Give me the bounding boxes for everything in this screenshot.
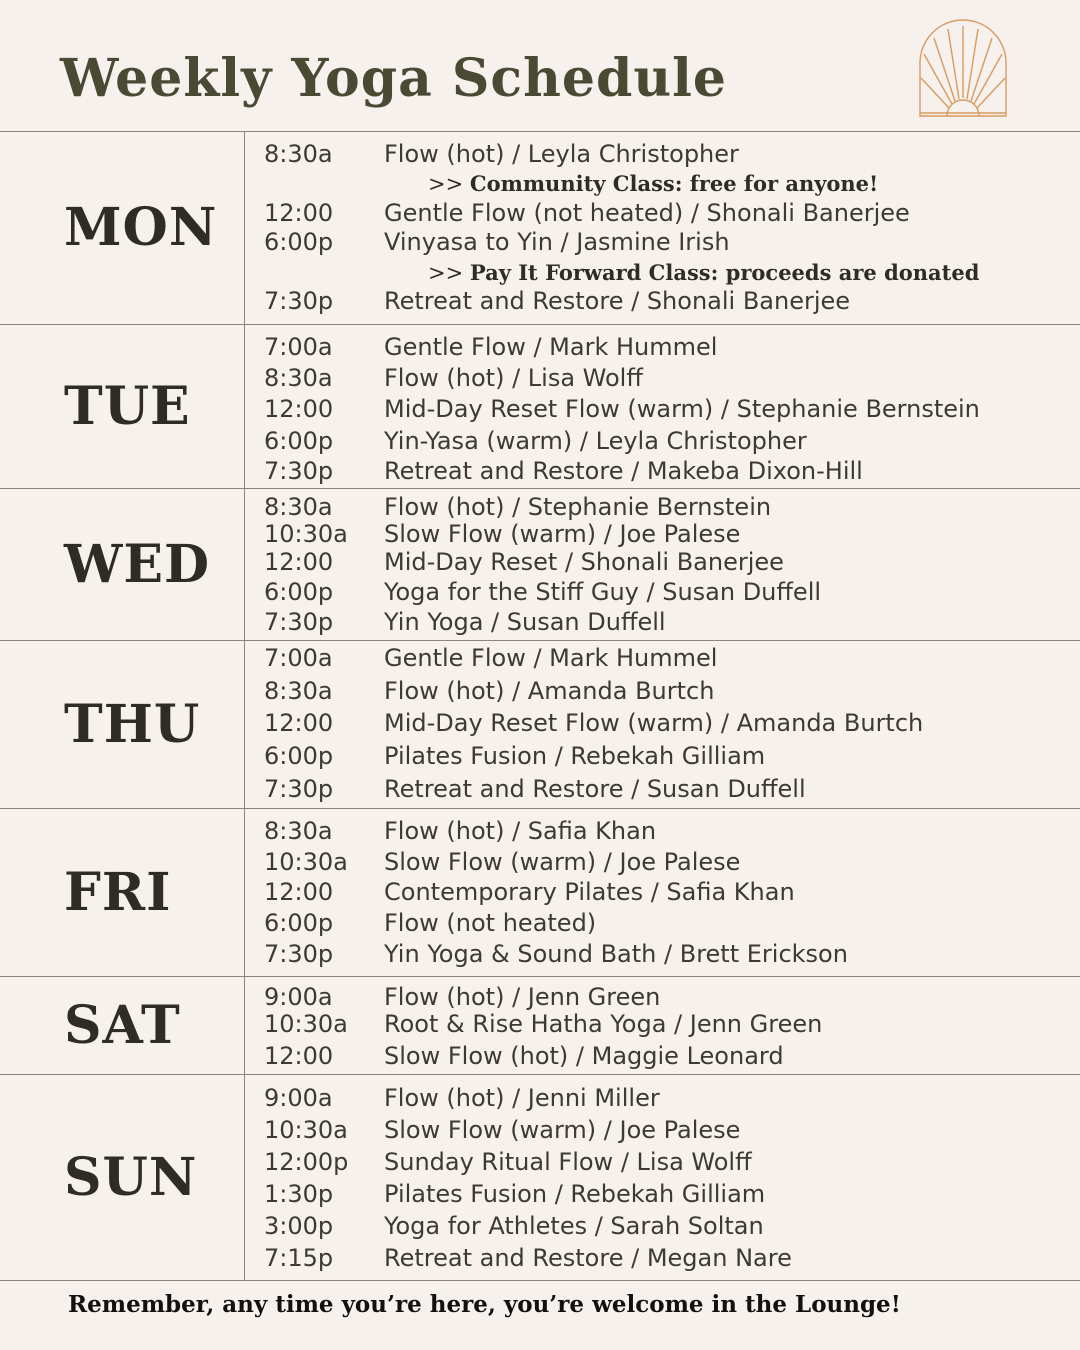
class-name: Yin Yoga & Sound Bath / Brett Erickson: [384, 940, 848, 968]
class-row: [0, 519, 1080, 549]
class-row: [0, 741, 1080, 771]
class-name: Slow Flow (warm) / Joe Palese: [384, 1116, 741, 1144]
class-name: Flow (hot) / Safia Khan: [384, 817, 657, 845]
class-row: [0, 908, 1080, 938]
class-time: 8:30a: [264, 677, 333, 705]
class-row: [0, 577, 1080, 607]
class-row: [0, 456, 1080, 486]
divider: [0, 1280, 1080, 1281]
class-name: Root & Rise Hatha Yoga / Jenn Green: [384, 1010, 823, 1038]
class-name: Flow (hot) / Jenni Miller: [384, 1084, 660, 1112]
class-time: 12:00: [264, 1042, 334, 1070]
class-row: [0, 1083, 1080, 1113]
class-time: 12:00: [264, 709, 334, 737]
class-row: [0, 1009, 1080, 1039]
class-row: [0, 1147, 1080, 1177]
class-time: 9:00a: [264, 1084, 333, 1112]
class-time: 12:00: [264, 878, 334, 906]
class-time: 8:30a: [264, 364, 333, 392]
class-name: Retreat and Restore / Makeba Dixon-Hill: [384, 457, 863, 485]
class-time: 10:30a: [264, 1116, 348, 1144]
class-row: [0, 332, 1080, 362]
class-name: Yin-Yasa (warm) / Leyla Christopher: [384, 427, 807, 455]
class-time: 10:30a: [264, 1010, 348, 1038]
class-time: 8:30a: [264, 493, 333, 521]
class-time: 1:30p: [264, 1180, 334, 1208]
class-row: [0, 708, 1080, 738]
class-name: Retreat and Restore / Megan Nare: [384, 1244, 792, 1272]
class-time: 7:30p: [264, 940, 334, 968]
class-row: [0, 363, 1080, 393]
class-name: Yoga for the Stiff Guy / Susan Duffell: [384, 578, 822, 606]
class-name: Yin Yoga / Susan Duffell: [384, 608, 666, 636]
class-name: Slow Flow (hot) / Maggie Leonard: [384, 1042, 784, 1070]
class-name: Gentle Flow / Mark Hummel: [384, 644, 718, 672]
class-row: [0, 394, 1080, 424]
class-name: Yoga for Athletes / Sarah Soltan: [384, 1212, 764, 1240]
class-row: [0, 1179, 1080, 1209]
class-row: [0, 982, 1080, 1012]
class-name: Flow (hot) / Jenn Green: [384, 983, 661, 1011]
class-time: 9:00a: [264, 983, 333, 1011]
class-name: Flow (hot) / Stephanie Bernstein: [384, 493, 772, 521]
class-row: [0, 139, 1080, 169]
class-row: [0, 227, 1080, 257]
class-row: [0, 939, 1080, 969]
note-prefix: >>: [428, 261, 464, 285]
class-time: 7:15p: [264, 1244, 334, 1272]
class-name: Slow Flow (warm) / Joe Palese: [384, 520, 741, 548]
class-time: 7:30p: [264, 287, 334, 315]
class-row: [0, 1115, 1080, 1145]
class-time: 7:30p: [264, 457, 334, 485]
sunrise-arch-icon: [918, 18, 1008, 118]
class-time: 6:00p: [264, 427, 334, 455]
class-time: 12:00p: [264, 1148, 349, 1176]
class-time: 10:30a: [264, 848, 348, 876]
class-row: [0, 1041, 1080, 1071]
class-name: Slow Flow (warm) / Joe Palese: [384, 848, 741, 876]
class-name: Flow (hot) / Leyla Christopher: [384, 140, 739, 168]
day-label-wed: WED: [64, 533, 211, 595]
note-text: Pay It Forward Class: proceeds are donated: [469, 260, 980, 285]
day-label-mon: MON: [64, 197, 218, 258]
class-time: 6:00p: [264, 742, 334, 770]
class-time: 3:00p: [264, 1212, 334, 1240]
class-name: Sunday Ritual Flow / Lisa Wolff: [384, 1148, 752, 1176]
class-time: 12:00: [264, 548, 334, 576]
note-prefix: >>: [428, 172, 464, 196]
class-row: [0, 547, 1080, 577]
day-label-tue: TUE: [64, 375, 191, 437]
class-time: 7:30p: [264, 608, 334, 636]
class-name: Gentle Flow / Mark Hummel: [384, 333, 718, 361]
class-time: 7:00a: [264, 333, 333, 361]
class-row: [0, 643, 1080, 673]
class-time: 8:30a: [264, 817, 333, 845]
class-name: Gentle Flow (not heated) / Shonali Banerjee: [384, 199, 910, 227]
class-time: 12:00: [264, 395, 334, 423]
footer-message: Remember, any time you’re here, you’re welcome in the Lounge!: [68, 1291, 901, 1318]
class-row: [0, 198, 1080, 228]
class-time: 8:30a: [264, 140, 333, 168]
class-name: Vinyasa to Yin / Jasmine Irish: [384, 228, 730, 256]
class-name: Flow (hot) / Lisa Wolff: [384, 364, 643, 392]
class-name: Pilates Fusion / Rebekah Gilliam: [384, 1180, 766, 1208]
day-label-thu: THU: [64, 693, 201, 755]
page-title: Weekly Yoga Schedule: [60, 48, 727, 109]
class-row: [0, 1243, 1080, 1273]
class-time: 7:30p: [264, 775, 334, 803]
day-label-sat: SAT: [64, 994, 181, 1056]
class-time: 6:00p: [264, 578, 334, 606]
day-label-fri: FRI: [64, 861, 172, 923]
class-time: 7:00a: [264, 644, 333, 672]
class-note: [428, 258, 979, 288]
class-name: Pilates Fusion / Rebekah Gilliam: [384, 742, 766, 770]
class-name: Flow (not heated): [384, 909, 597, 937]
day-label-sun: SUN: [64, 1146, 198, 1208]
class-name: Contemporary Pilates / Safia Khan: [384, 878, 795, 906]
class-row: [0, 492, 1080, 522]
class-name: Retreat and Restore / Shonali Banerjee: [384, 287, 851, 315]
class-row: [0, 286, 1080, 316]
class-note: [428, 169, 878, 199]
class-time: 6:00p: [264, 909, 334, 937]
class-row: [0, 847, 1080, 877]
class-row: [0, 877, 1080, 907]
class-name: Mid-Day Reset / Shonali Banerjee: [384, 548, 784, 576]
class-time: 6:00p: [264, 228, 334, 256]
class-name: Mid-Day Reset Flow (warm) / Stephanie Bernstein: [384, 395, 980, 423]
class-row: [0, 774, 1080, 804]
class-time: 12:00: [264, 199, 334, 227]
class-row: [0, 426, 1080, 456]
class-name: Flow (hot) / Amanda Burtch: [384, 677, 715, 705]
class-row: [0, 676, 1080, 706]
class-row: [0, 816, 1080, 846]
class-name: Mid-Day Reset Flow (warm) / Amanda Burtch: [384, 709, 924, 737]
class-row: [0, 1211, 1080, 1241]
note-text: Community Class: free for anyone!: [469, 171, 879, 196]
class-time: 10:30a: [264, 520, 348, 548]
class-name: Retreat and Restore / Susan Duffell: [384, 775, 806, 803]
class-row: [0, 607, 1080, 637]
